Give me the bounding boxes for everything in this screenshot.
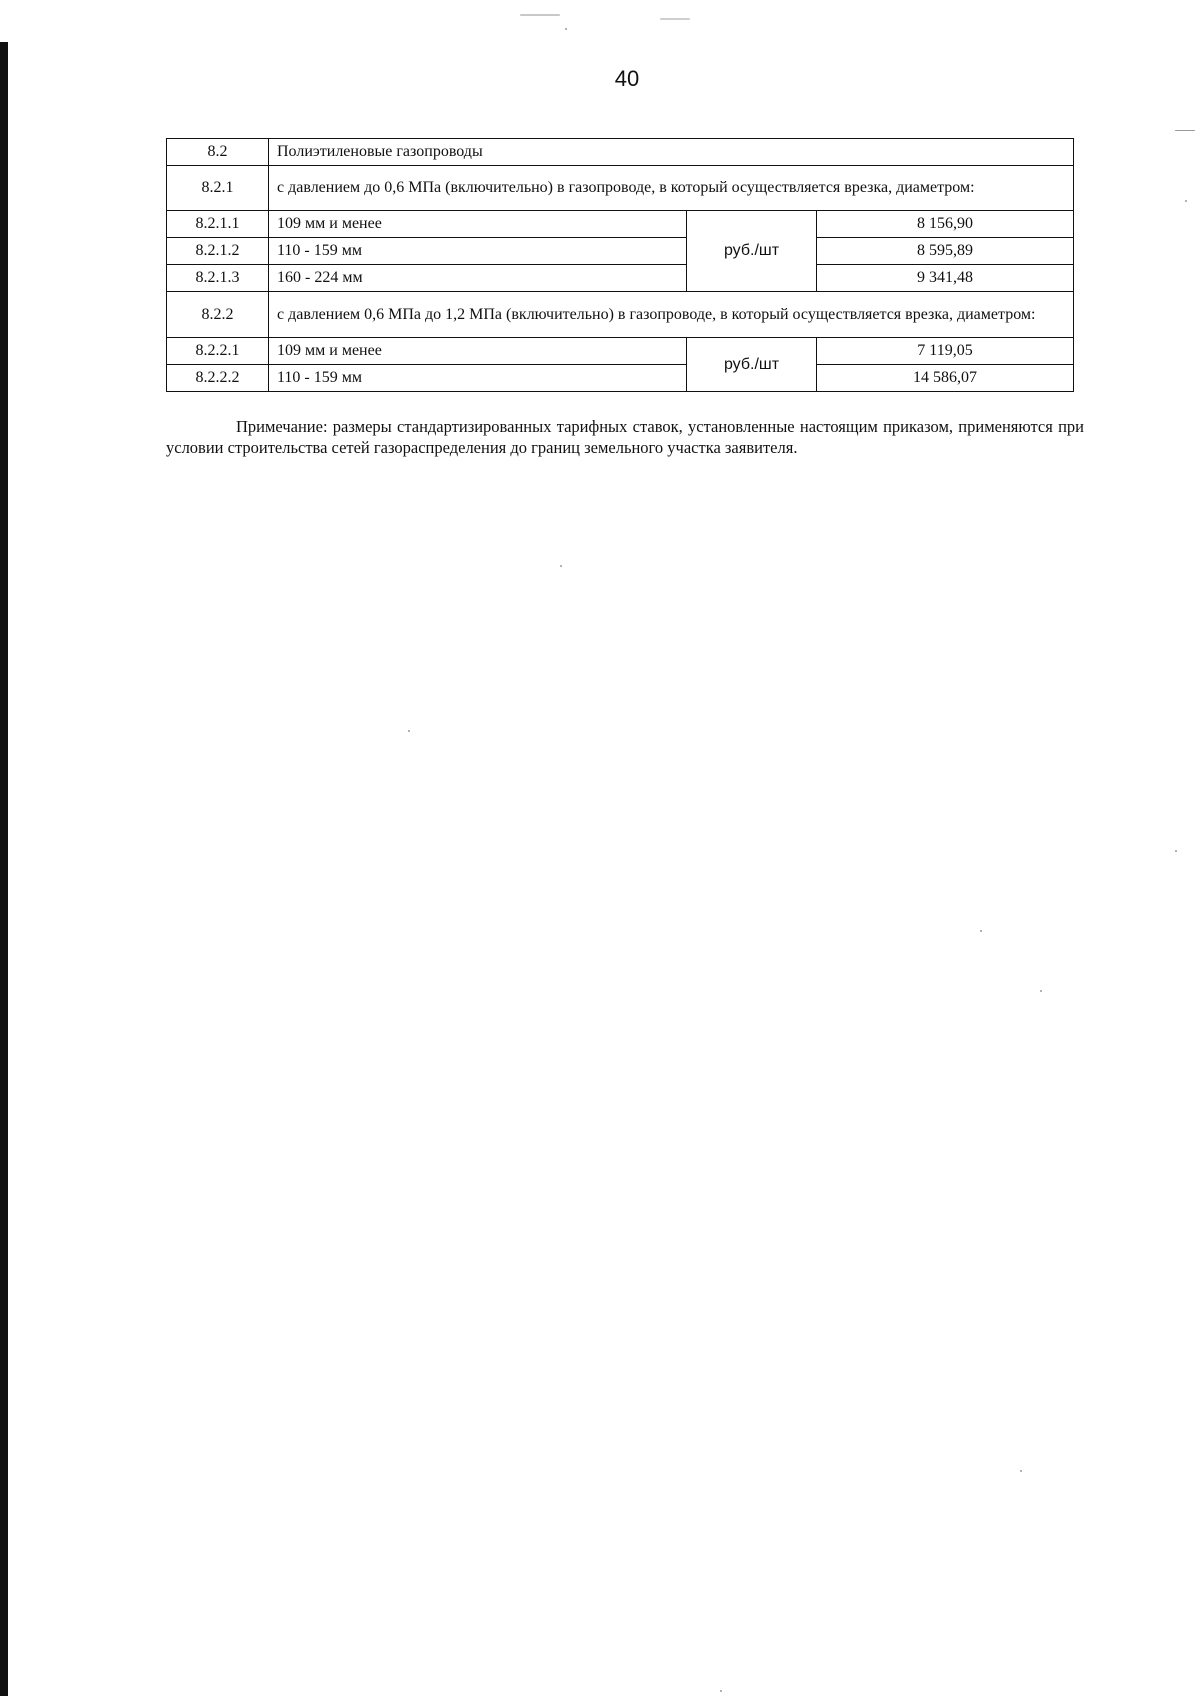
table-row (167, 166, 1074, 211)
table-row (167, 139, 1074, 166)
row-code: 8.2.2.1 (167, 338, 269, 365)
row-description: 110 - 159 мм (269, 238, 687, 265)
table-row (167, 238, 1074, 265)
row-code: 8.2.1.1 (167, 211, 269, 238)
row-description: с давлением до 0,6 МПа (включительно) в газопроводе, в который осуществляется врезка, диаметром: (269, 166, 1074, 211)
row-code: 8.2.2 (167, 292, 269, 338)
unit-cell: руб./шт (687, 338, 817, 392)
price-cell: 8 156,90 (817, 211, 1074, 238)
scan-edge-shadow (0, 42, 8, 1696)
table-row (167, 265, 1074, 292)
price-cell: 8 595,89 (817, 238, 1074, 265)
table-row (167, 365, 1074, 392)
table-note: Примечание: размеры стандартизированных тарифных ставок, установленные настоящим приказом, применяются при условии строительства сетей газораспределения до границ земельного участка заявителя. (166, 416, 1084, 457)
row-code: 8.2 (167, 139, 269, 166)
page-number: 40 (614, 66, 640, 91)
row-code: 8.2.1.2 (167, 238, 269, 265)
table-row (167, 338, 1074, 365)
row-description: 109 мм и менее (269, 211, 687, 238)
row-description: 160 - 224 мм (269, 265, 687, 292)
row-description: Полиэтиленовые газопроводы (269, 139, 1074, 166)
row-code: 8.2.2.2 (167, 365, 269, 392)
table-row (167, 292, 1074, 338)
row-code: 8.2.1.3 (167, 265, 269, 292)
table-row (167, 211, 1074, 238)
tariff-table (166, 138, 1074, 392)
price-cell: 14 586,07 (817, 365, 1074, 392)
price-cell: 7 119,05 (817, 338, 1074, 365)
unit-cell: руб./шт (687, 211, 817, 292)
row-description: 109 мм и менее (269, 338, 687, 365)
row-description: с давлением 0,6 МПа до 1,2 МПа (включительно) в газопроводе, в который осуществляется врезка, диаметром: (269, 292, 1074, 338)
row-description: 110 - 159 мм (269, 365, 687, 392)
row-code: 8.2.1 (167, 166, 269, 211)
price-cell: 9 341,48 (817, 265, 1074, 292)
